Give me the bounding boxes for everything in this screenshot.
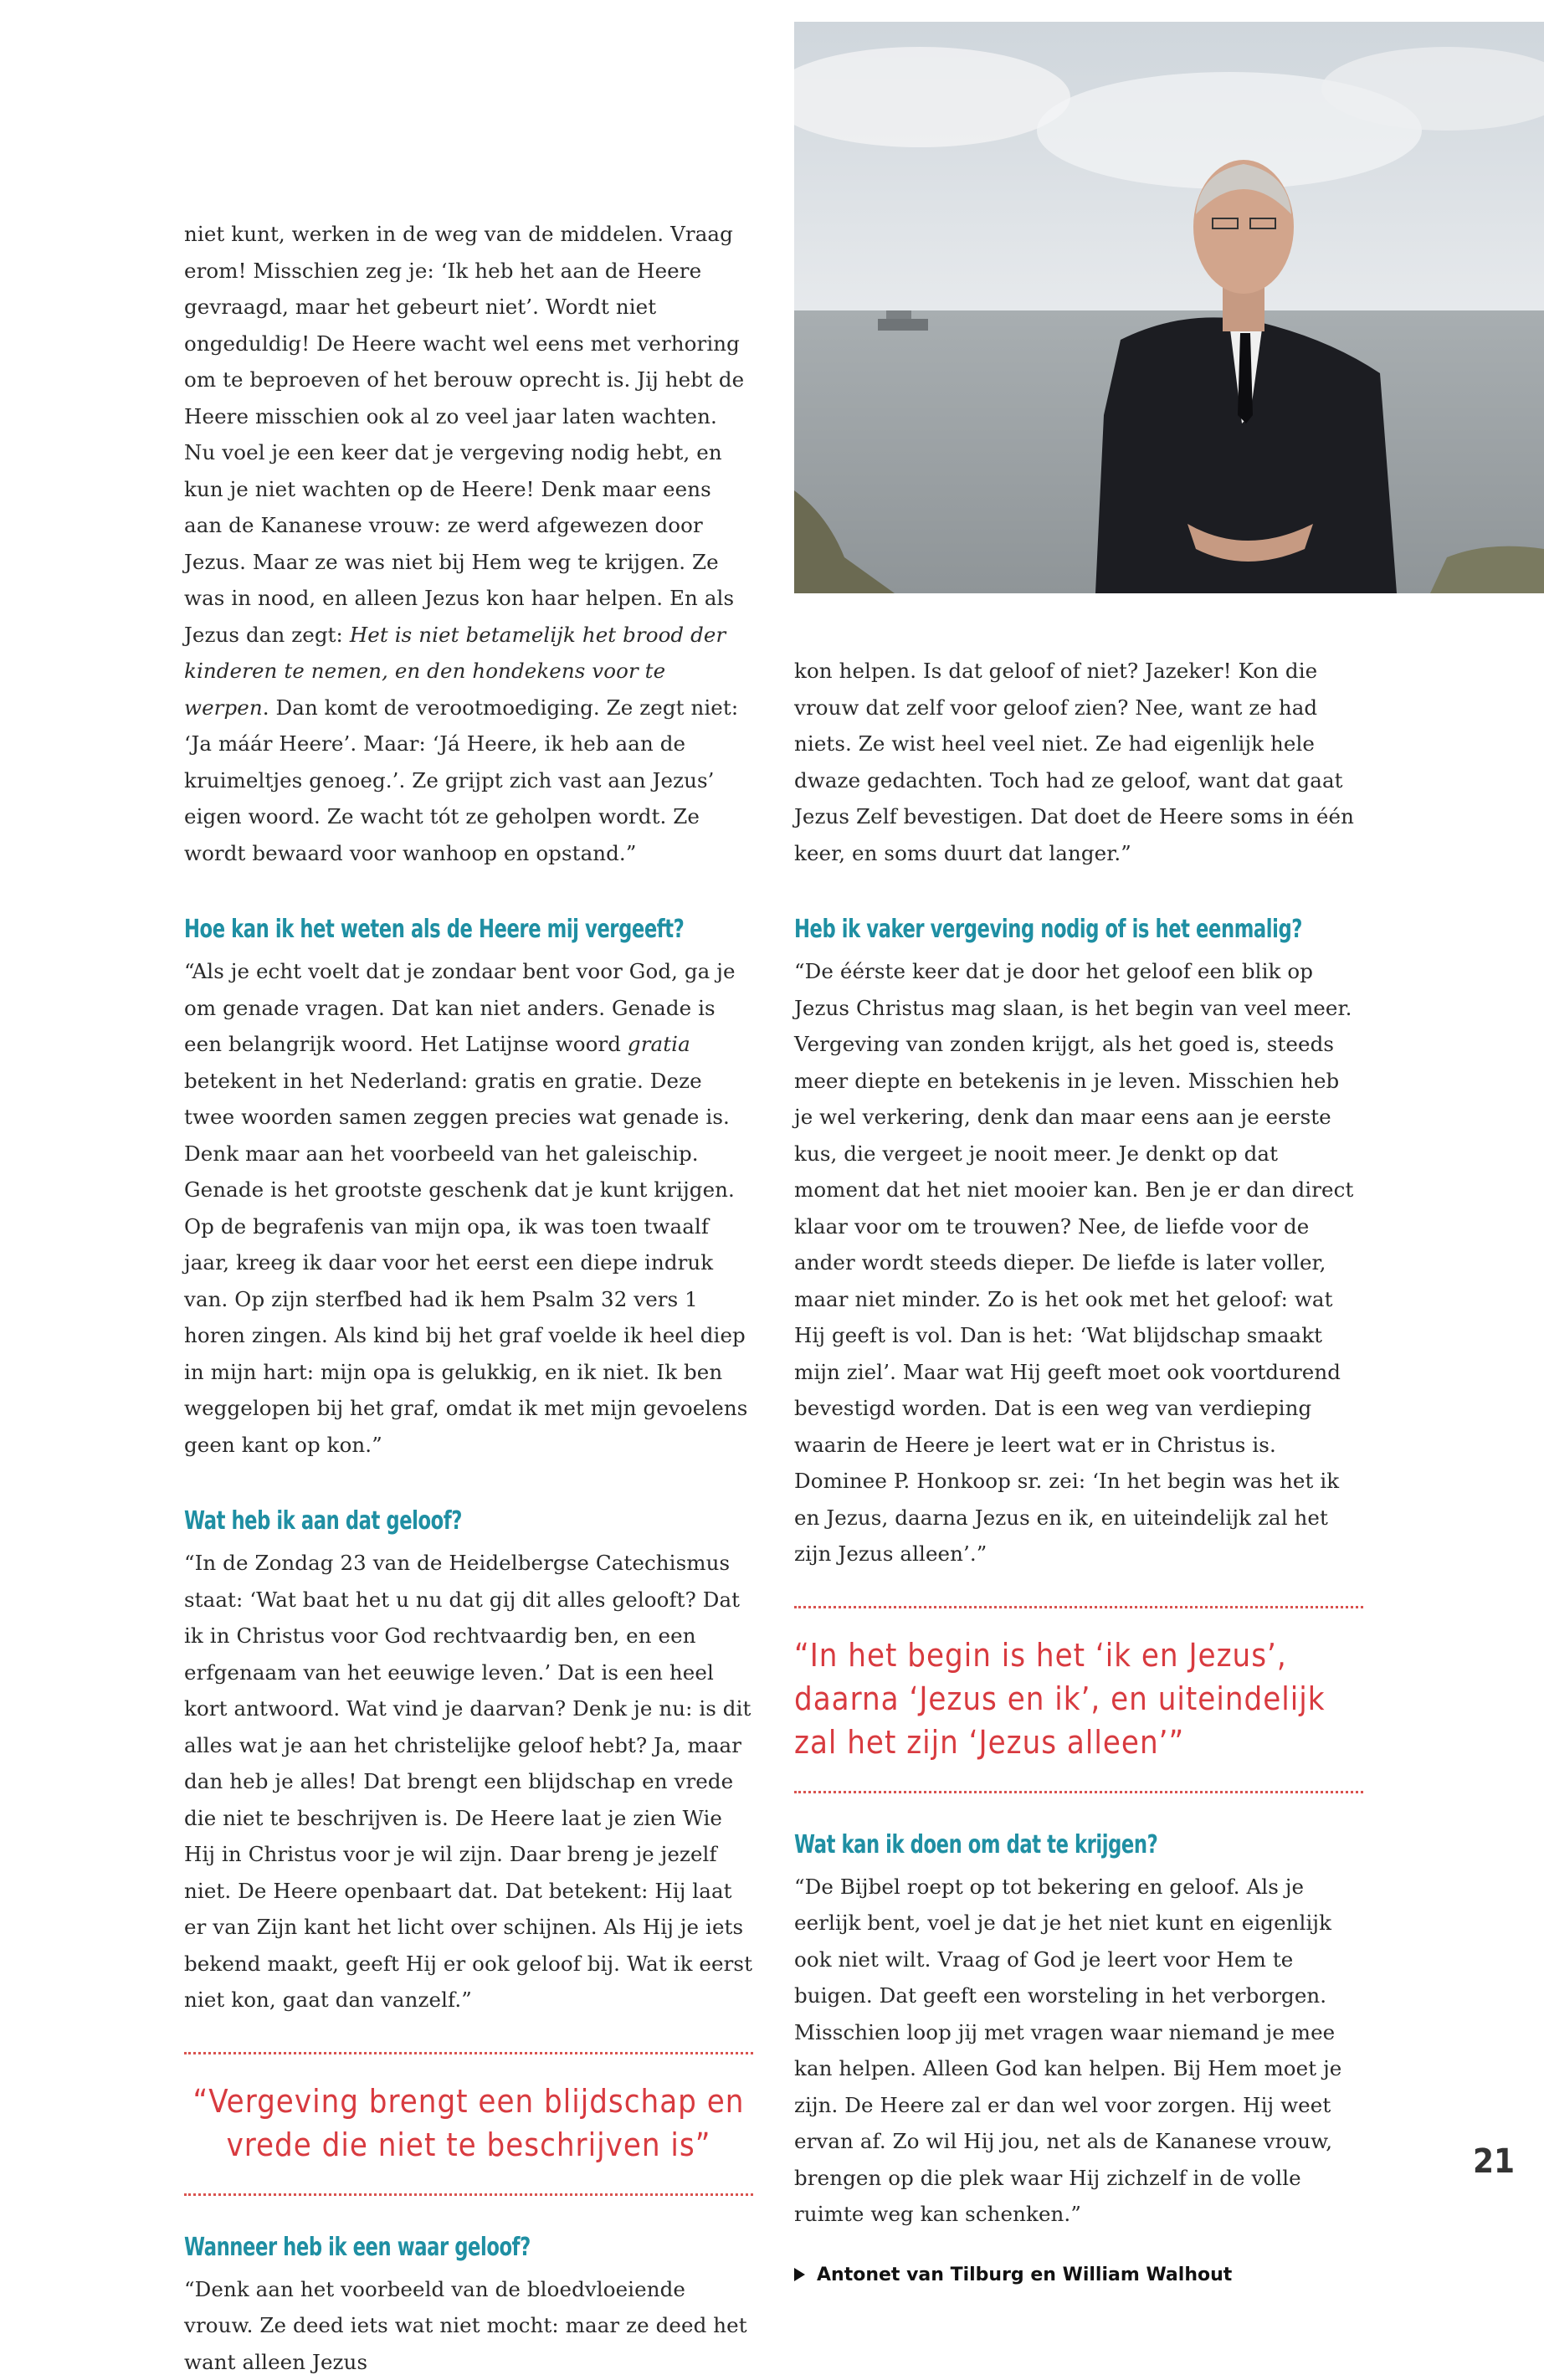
left-paragraph-1-italic: Het is niet betamelijk het brood der kinderen te nemen, en den hondekens voor te werpen [184,623,726,720]
right-paragraph-3: “De Bijbel roept op tot bekering en geloof. Als je eerlijk bent, voel je dat je het niet kunt en eigenlijk ook niet wilt. Vraag of God je leert voor Hem te buigen. Dat geeft een worsteling in het verborgen. Misschien loop jij met vragen waar niemand je mee kan helpen. Alleen God kan helpen. Bij Hem moet je zijn. De Heere zal er dan wel voor zorgen. Hij weet ervan af. Zo wil Hij jou, net als de Kananese vrouw, brengen op die plek waar Hij zichzelf in de volle ruimte weg kan schenken.” [794,1869,1363,2233]
left-paragraph-2 [184,953,753,1463]
triangle-bullet-icon [794,2268,805,2281]
left-paragraph-2-italic: gratia [628,1032,690,1056]
right-paragraph-1: kon helpen. Is dat geloof of niet? Jazeker! Kon die vrouw dat zelf voor geloof zien? Nee, want ze had niets. Ze wist heel veel niet. Ze had eigenlijk hele dwaze gedachten. Toch had ze geloof, want dat gaat Jezus Zelf bevestigen. Dat doet de Heere soms in één keer, en soms duurt dat langer.” [794,653,1363,871]
right-paragraph-2: “De éérste keer dat je door het geloof een blik op Jezus Christus mag slaan, is het begin van veel meer. Vergeving van zonden krijgt, als het goed is, steeds meer diepte en betekenis in je leven. Misschien heb je wel verkering, denk dan maar eens aan je eerste kus, die vergeet je nooit meer. Je denkt op dat moment dat het niet mooier kan. Ben je er dan direct klaar voor om te trouwen? Nee, de liefde voor de ander wordt steeds dieper. De liefde is later voller, maar niet minder. Zo is het ook met het geloof: wat Hij geeft is vol. Dan is het: ‘Wat blijdschap smaakt mijn ziel’. Maar wat Hij geeft moet ook voortdurend bevestigd worden. Dat is een weg van verdieping waarin de Heere je leert wat er in Christus is. Dominee P. Honkoop sr. zei: ‘In het begin was het ik en Jezus, daarna Jezus en ik, en uiteindelijk zal het zijn Jezus alleen’.” [794,953,1363,1572]
left-paragraph-2-end: betekent in het Nederland: gratis en gratie. Deze twee woorden samen zeggen precies wat genade is. Denk maar aan het voorbeeld van het galeischip. Genade is het grootste geschenk dat je kunt krijgen. Op de begrafenis van mijn opa, ik was toen twaalf jaar, kreeg ik daar voor het eerst een diepe indruk van. Op zijn sterfbed had ik hem Psalm 32 vers 1 horen zingen. Als kind bij het graf voelde ik heel diep in mijn hart: mijn opa is gelukkig, en ik niet. Ik ben weggelopen bij het graf, omdat ik met mijn gevoelens geen kant op kon.” [184,1069,747,1457]
heading-forgiveness-know: Hoe kan ik het weten als de Heere mij vergeeft? [184,911,662,948]
pull-quote-right-text: “In het begin is het ‘ik en Jezus’, daarna ‘Jezus en ik’, en uiteindelijk zal het zijn ‘Jezus alleen’” [794,1634,1363,1764]
page-number: 21 [1473,2142,1515,2181]
left-column [184,216,753,2380]
left-paragraph-1-text: niet kunt, werken in de weg van de middelen. Vraag erom! Misschien zeg je: ‘Ik heb het aan de Heere gevraagd, maar het gebeurt niet’. Wordt niet ongeduldig! De Heere wacht wel eens met verhoring om te beproeven of het berouw oprecht is. Jij hebt de Heere misschien ook al zo veel jaar laten wachten. Nu voel je een keer dat je vergeving nodig hebt, en kun je niet wachten op de Heere! Denk maar eens aan de Kananese vrouw: ze werd afgewezen door Jezus. Maar ze was niet bij Hem weg te krijgen. Ze was in nood, en alleen Jezus kon haar helpen. En als Jezus dan zegt: [184,222,744,647]
pull-quote-left-text: “Vergeving brengt een blijdschap en vrede die niet te beschrijven is” [184,2080,753,2167]
byline [794,2265,1363,2285]
left-paragraph-3: “In de Zondag 23 van de Heidelbergse Catechismus staat: ‘Wat baat het u nu dat gij dit alles gelooft? Dat ik in Christus voor God rechtvaardig ben, en een erfgenaam van het eeuwige leven.’ Dat is een heel kort antwoord. Wat vind je daarvan? Denk je nu: is dit alles wat je aan het christelijke geloof hebt? Ja, maar dan heb je alles! Dat brengt een blijdschap en vrede die niet te beschrijven is. De Heere laat je zien Wie Hij in Christus voor je wil zijn. Daar breng je jezelf niet. De Heere openbaart dat. Dat betekent: Hij laat er van Zijn kant het licht over schijnen. Als Hij je iets bekend maakt, geeft Hij er ook geloof bij. Wat ik eerst niet kon, gaat dan vanzelf.” [184,1545,753,2018]
left-paragraph-4: “Denk aan het voorbeeld van de bloedvloeiende vrouw. Ze deed iets wat niet mocht: maar ze deed het want alleen Jezus [184,2271,753,2380]
pull-quote-right [794,1606,1363,1793]
left-paragraph-1-end: . Dan komt de verootmoediging. Ze zegt niet: ‘Ja máár Heere’. Maar: ‘Já Heere, ik heb aan de kruimeltjes genoeg.’. Ze grijpt zich vast aan Jezus’ eigen woord. Ze wacht tót ze geholpen wordt. Ze wordt bewaard voor wanhoop en opstand.” [184,695,738,865]
left-paragraph-1 [184,216,753,871]
byline-text: Antonet van Tilburg en William Walhout [817,2265,1232,2285]
portrait-photo [794,22,1544,593]
heading-what-faith-gives: Wat heb ik aan dat geloof? [184,1503,662,1540]
heading-what-to-do: Wat kan ik doen om dat te krijgen? [794,1827,1272,1864]
heading-forgiveness-often: Heb ik vaker vergeving nodig of is het eenmalig? [794,911,1272,948]
photo-illustration [794,22,1544,593]
right-column [794,653,1363,2285]
pull-quote-left [184,2052,753,2196]
left-paragraph-2-text: “Als je echt voelt dat je zondaar bent voor God, ga je om genade vragen. Dat kan niet anders. Genade is een belangrijk woord. Het Latijnse woord [184,959,736,1056]
heading-true-faith: Wanneer heb ik een waar geloof? [184,2229,662,2266]
